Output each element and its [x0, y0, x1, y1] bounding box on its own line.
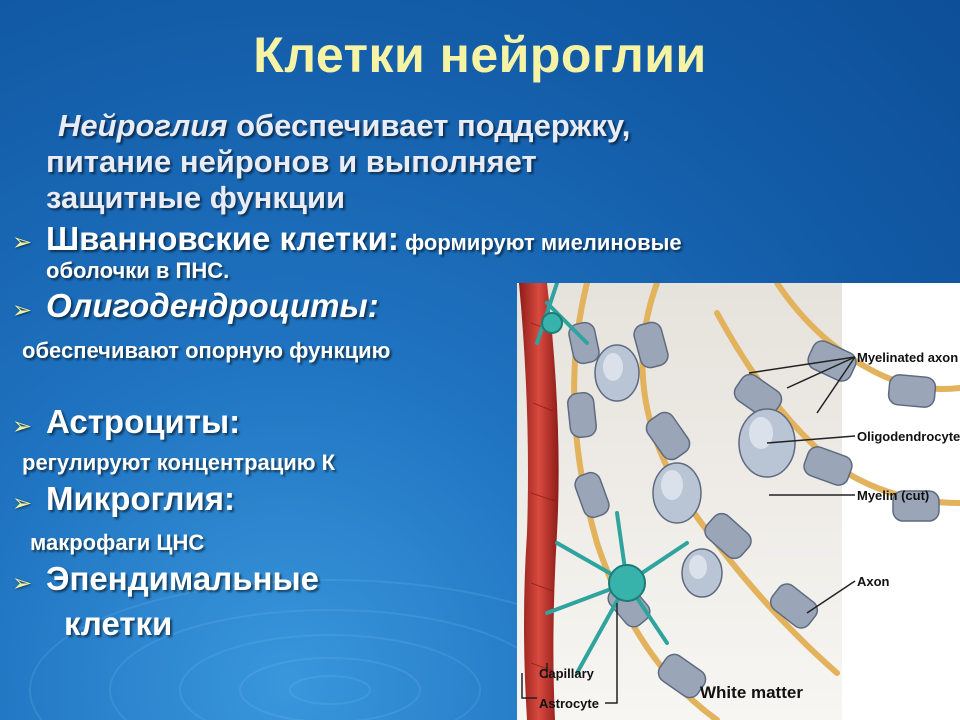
intro-paragraph [46, 108, 630, 216]
intro-line-1 [46, 108, 630, 144]
item-schwann-cells [46, 220, 682, 258]
slide-title: Клетки нейроглии [253, 27, 707, 83]
bullet-arrow-icon: ➢ [12, 297, 33, 324]
item-ependymal-name-line2: клетки [64, 605, 173, 642]
label-capillary: Capillary [539, 666, 594, 681]
item-oligodendrocytes-name: Олигодендроциты: [46, 287, 379, 324]
white-matter-illustration [517, 283, 960, 720]
intro-line-2: питание нейронов и выполняет [46, 144, 537, 179]
label-axon: Axon [857, 574, 890, 589]
item-microglia-desc: макрофаги ЦНС [30, 530, 205, 555]
label-oligodendrocyte: Oligodendrocyte [857, 429, 960, 444]
item-microglia-name: Микроглия: [46, 480, 236, 517]
item-ependymal-name: Эпендимальные [46, 560, 319, 597]
label-astrocyte: Astrocyte [539, 696, 599, 711]
item-schwann-desc: формируют миелиновые [398, 230, 682, 255]
label-myelinated-axon: Myelinated axon [857, 350, 959, 365]
bullet-arrow-icon: ➢ [12, 229, 33, 256]
bullet-arrow-icon: ➢ [12, 413, 33, 440]
item-astrocytes-desc: регулируют концентрацию К [22, 450, 336, 475]
item-astrocytes-name: Астроциты: [46, 403, 241, 440]
item-schwann-name: Шванновские клетки [46, 220, 388, 257]
bullet-arrow-icon: ➢ [12, 570, 33, 597]
label-myelin-cut: Myelin (cut) [857, 488, 930, 503]
item-oligodendrocytes-desc: обеспечивают опорную функцию [22, 338, 391, 363]
intro-line-3: защитные функции [46, 180, 346, 215]
intro-line-1-rest: обеспечивает поддержку, [227, 108, 631, 143]
intro-lead: Нейроглия [58, 108, 228, 143]
item-schwann-sep: : [387, 220, 399, 257]
item-schwann-desc-line2: оболочки в ПНС. [46, 258, 230, 283]
label-white-matter: White matter [700, 683, 803, 702]
bullet-arrow-icon: ➢ [12, 490, 33, 517]
